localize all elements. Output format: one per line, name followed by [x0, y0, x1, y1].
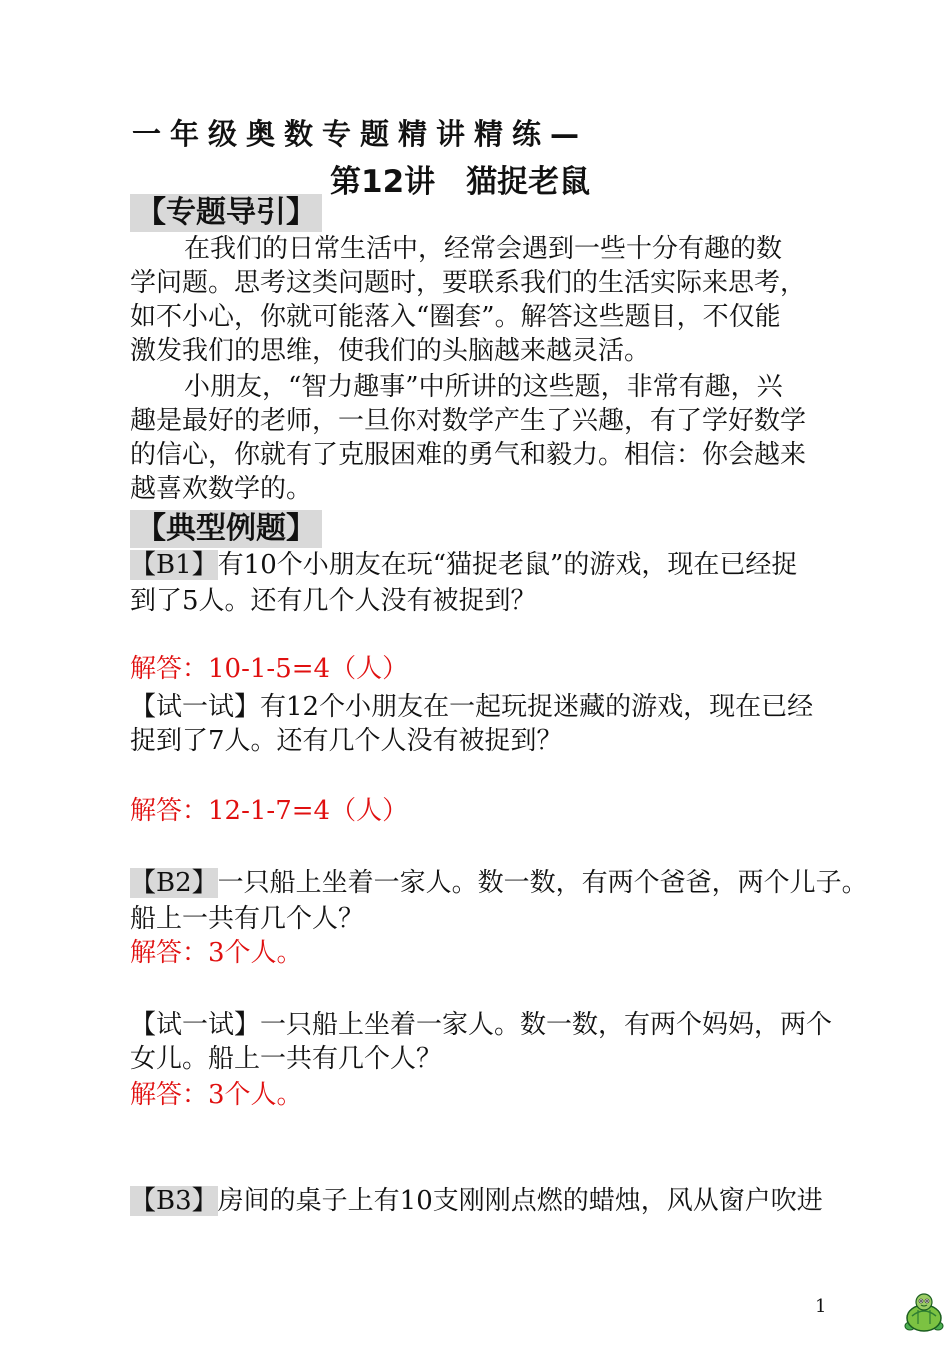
example-tag: 【B2】: [130, 868, 218, 898]
answer-b1: 解答：10-1-5=4（人）: [130, 654, 409, 684]
try-it-1-text: 捉到了7人。还有几个人没有被捉到？: [130, 726, 563, 756]
example-tag: 【B1】: [130, 550, 218, 580]
example-text: 到了5人。还有几个人没有被捉到？: [130, 586, 537, 616]
try-it-2-text: 女儿。船上一共有几个人？: [130, 1044, 443, 1074]
lecture-title: 第12讲 猫捉老鼠: [330, 164, 591, 200]
intro-line: 趣是最好的老师，一旦你对数学产生了兴趣，有了学好数学: [130, 406, 807, 436]
intro-line: 如不小心，你就可能落入“圈套”。解答这些题目，不仅能: [130, 302, 781, 332]
intro-line: 激发我们的思维，使我们的头脑越来越灵活。: [130, 336, 651, 366]
series-title: 一年级奥数专题精讲精练—: [132, 117, 589, 151]
try-it-2-text: 【试一试】一只船上坐着一家人。数一数，有两个妈妈，两个: [130, 1010, 833, 1040]
intro-line: 越喜欢数学的。: [130, 474, 313, 504]
example-b2-line: [130, 866, 868, 900]
intro-line: 小朋友，“智力趣事”中所讲的这些题，非常有趣，兴: [184, 372, 783, 402]
example-text: 一只船上坐着一家人。数一数，有两个爸爸，两个儿子。: [217, 868, 868, 898]
intro-line: 学问题。思考这类问题时，要联系我们的生活实际来思考，: [130, 268, 807, 298]
answer-b2: 解答：3个人。: [130, 938, 303, 968]
intro-line: 在我们的日常生活中，经常会遇到一些十分有趣的数: [184, 234, 783, 264]
intro-line: 的信心，你就有了克服困难的勇气和毅力。相信：你会越来: [130, 440, 807, 470]
example-tag: 【B3】: [130, 1186, 218, 1216]
example-b3-line: [130, 1184, 823, 1218]
example-text: 船上一共有几个人？: [130, 904, 365, 934]
page-number: 1: [815, 1296, 827, 1317]
turtle-icon: [900, 1290, 948, 1338]
example-b1-line: [130, 548, 797, 582]
examples-heading: 【典型例题】: [130, 510, 322, 548]
try-it-1-text: 【试一试】有12个小朋友在一起玩捉迷藏的游戏，现在已经: [130, 692, 814, 722]
example-text: 房间的桌子上有10支刚刚点燃的蜡烛，风从窗户吹进: [217, 1186, 823, 1216]
answer-try-2: 解答：3个人。: [130, 1080, 303, 1110]
example-text: 有10个小朋友在玩“猫捉老鼠”的游戏，现在已经捉: [217, 550, 798, 580]
intro-heading: 【专题导引】: [130, 194, 322, 232]
answer-try-1: 解答：12-1-7=4（人）: [130, 796, 409, 826]
